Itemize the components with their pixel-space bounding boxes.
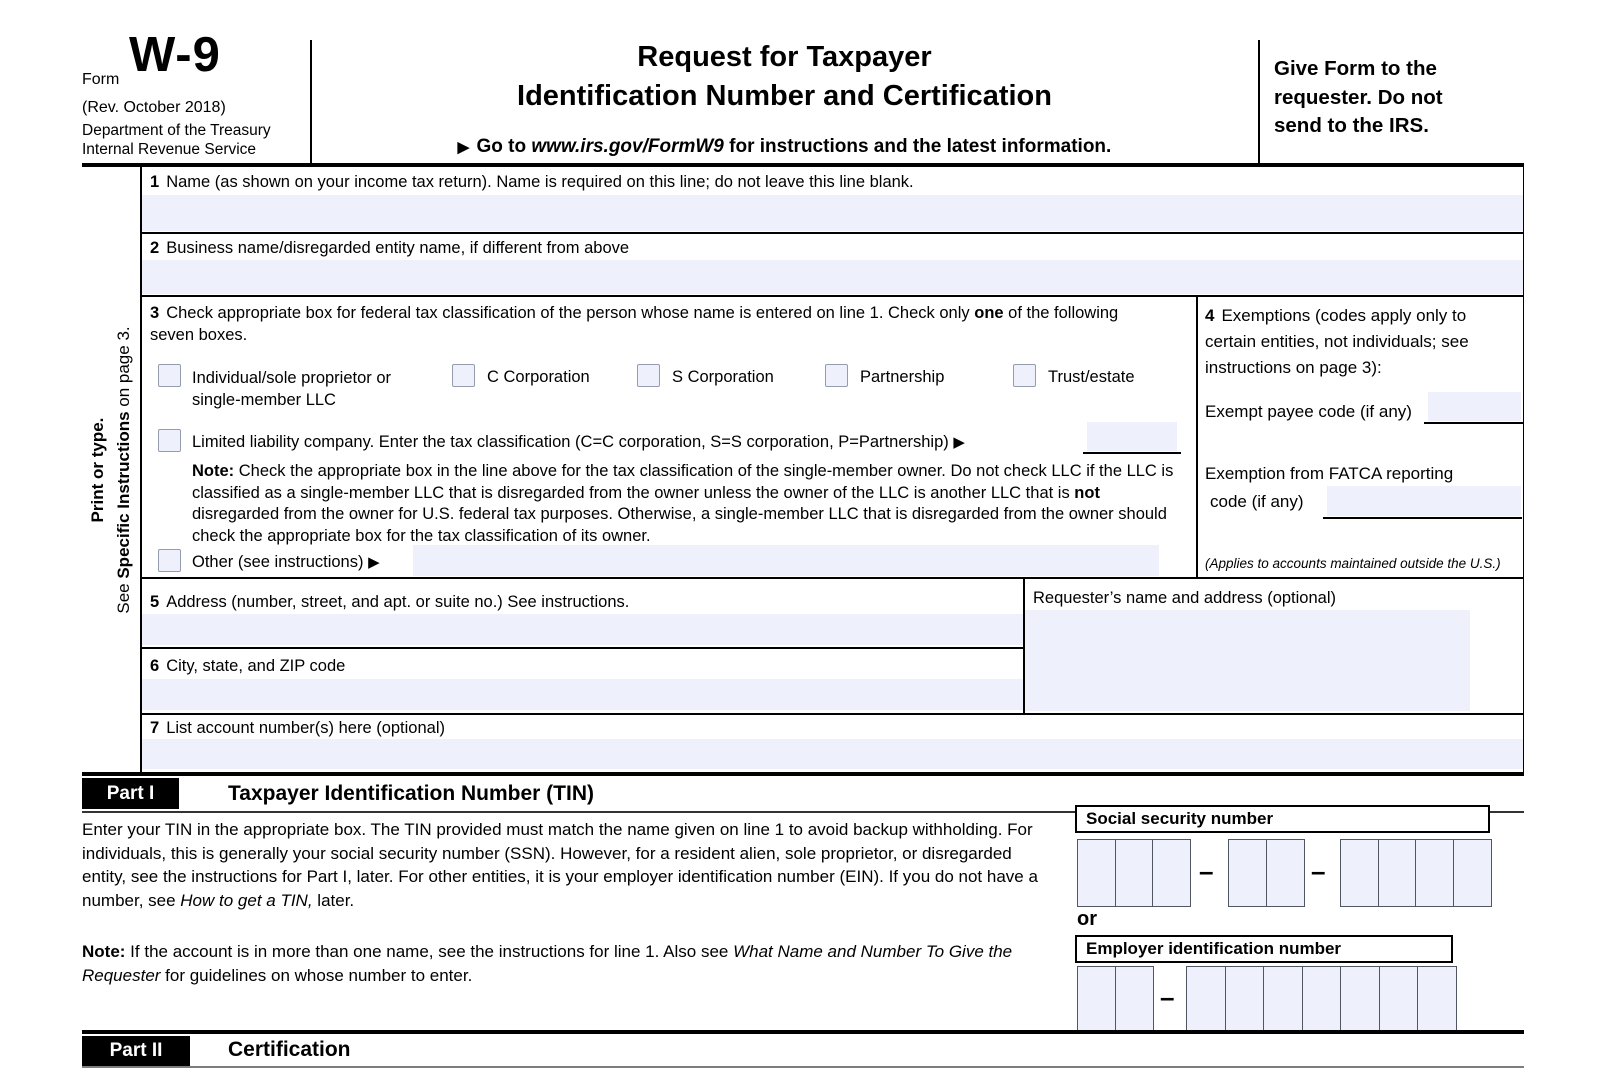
ssn-cell[interactable] [1415,839,1454,907]
ssn-group-3 [1340,839,1492,907]
goto-url[interactable]: www.irs.gov/FormW9 [531,136,724,157]
sidebar-line1: Print or type. [88,417,107,523]
row-border [140,713,1524,715]
requester-name-address-input[interactable] [1025,610,1470,711]
ssn-separator: – [1199,856,1214,886]
part1-instructions: Enter your TIN in the appropriate box. The TIN provided must match the name given on line 1 to avoid backup withholding. For individuals, this is generally your social security number (SSN). However, for a resident alien, sole proprietor, or disregarded entity, see the instructions for Part I, later. For other entities, it is your employer identification number (EIN). If you do not have a number, see How to get a TIN, later. [82,820,1038,910]
llc-label: Limited liability company. Enter the tax classification (C=C corporation, S=S corporation, P=Partnership) ▶ [192,433,967,451]
name-input[interactable] [142,195,1523,231]
part2-badge: Part II [82,1036,190,1066]
fatca-underline [1323,517,1522,519]
llc-input-underline [1083,452,1181,454]
form-word: Form [82,71,120,88]
right-arrow-icon: ▶ [457,139,472,156]
part1-title: Taxpayer Identification Number (TIN) [228,782,594,805]
checkbox-partnership[interactable] [825,364,848,387]
line3-note: Note: Check the appropriate box in the line above for the tax classification of the single-member owner. Do not check LLC if the LLC is classified as a single-member LLC that is disregarded from the owner unless the owner of the LLC is another LLC that is not disregarded from the owner for U.S. federal tax purposes. Otherwise, a single-member LLC that is disregarded from the owner should check the appropriate box for the tax classification of its owner. [192,462,1174,545]
line3-line4-divider [1196,295,1198,578]
exempt-payee-underline [1424,422,1523,424]
header-rule [82,163,1524,167]
form-title-line1: Request for Taxpayer [637,41,932,73]
checkbox-trust-estate-label: Trust/estate [1048,368,1135,386]
checkbox-llc[interactable] [158,429,181,452]
ssn-cell[interactable] [1378,839,1417,907]
row-border [140,232,1524,234]
part1-note: Note: If the account is in more than one name, see the instructions for line 1. Also see What Name and Number To Give the Requester for guidelines on whose number to enter. [82,942,1013,985]
ssn-separator: – [1311,856,1326,886]
or-label: or [1077,908,1097,930]
ein-cell[interactable] [1186,966,1226,1032]
ein-cell[interactable] [1263,966,1303,1032]
ssn-group-2 [1228,839,1305,907]
ssn-cell[interactable] [1115,839,1154,907]
city-state-zip-input[interactable] [142,679,1023,710]
requester-label: Requester’s name and address (optional) [1033,589,1336,607]
line5-label: 5 Address (number, street, and apt. or suite no.) See instructions. [150,593,630,611]
business-name-input[interactable] [142,260,1523,294]
agency-line-2: Internal Revenue Service [82,141,257,158]
ein-group-2 [1186,966,1457,1032]
line3-label: 3 Check appropriate box for federal tax classification of the person whose name is entered on line 1. Check only one of the following seven boxes. [150,304,1119,344]
part2-top-rule [82,1030,1524,1034]
ssn-group-1 [1077,839,1191,907]
checkbox-s-corporation-label: S Corporation [672,368,774,386]
print-or-type-note [85,245,141,695]
fatca-applies-note: (Applies to accounts maintained outside the U.S.) [1205,556,1501,571]
line2-label: 2 Business name/disregarded entity name, if different from above [150,239,630,257]
line1-label: 1 Name (as shown on your income tax return). Name is required on this line; do not leave this line blank. [150,173,914,191]
part2-title: Certification [228,1038,351,1061]
ein-group-1 [1077,966,1154,1032]
form-title-line2: Identification Number and Certification [517,80,1052,112]
part1-badge: Part I [82,778,179,809]
other-label: Other (see instructions) ▶ [192,553,382,571]
right-arrow-icon: ▶ [368,554,382,571]
account-numbers-input[interactable] [142,739,1523,769]
checkbox-partnership-label: Partnership [860,368,945,386]
give-form-note: Give Form to the requester. Do not send to the IRS. [1274,57,1443,137]
row-border [140,647,1024,649]
line7-label: 7 List account number(s) here (optional) [150,719,445,737]
goto-instructions-line [311,136,1258,158]
fatca-code-input[interactable] [1327,486,1521,516]
goto-suffix: for instructions and the latest information. [723,136,1112,157]
ein-cell[interactable] [1302,966,1342,1032]
goto-prefix: Go to [476,136,532,157]
ein-separator: – [1160,982,1175,1012]
ein-cell[interactable] [1340,966,1380,1032]
fatca-label-line1: Exemption from FATCA reporting [1205,464,1454,483]
part2-heading-rule [82,1066,1524,1068]
ein-cell[interactable] [1077,966,1116,1032]
form-revision: (Rev. October 2018) [82,99,226,116]
checkbox-c-corporation[interactable] [452,364,475,387]
ein-cell[interactable] [1115,966,1154,1032]
right-arrow-icon: ▶ [953,434,967,451]
exempt-payee-label: Exempt payee code (if any) [1205,402,1412,421]
llc-classification-input[interactable] [1087,422,1177,451]
ssn-cell[interactable] [1340,839,1379,907]
checkbox-s-corporation[interactable] [637,364,660,387]
ssn-label-box: Social security number [1075,805,1490,833]
checkbox-individual-label: Individual/sole proprietor or single-member LLC [192,369,392,409]
ssn-cell[interactable] [1228,839,1267,907]
exempt-payee-code-input[interactable] [1428,392,1521,421]
row-border [140,295,1524,297]
agency-line-1: Department of the Treasury [82,122,271,139]
ssn-cell[interactable] [1266,839,1305,907]
other-input[interactable] [413,545,1159,576]
ssn-cell[interactable] [1453,839,1492,907]
checkbox-individual-sole-proprietor[interactable] [158,364,181,387]
line6-label: 6 City, state, and ZIP code [150,657,346,675]
fatca-label-line2: code (if any) [1210,492,1304,511]
grid-right-border [1523,167,1525,772]
part1-top-rule [82,772,1524,776]
checkbox-c-corporation-label: C Corporation [487,368,590,386]
ein-cell[interactable] [1417,966,1457,1032]
form-number: W-9 [129,28,221,82]
address-input[interactable] [142,614,1023,645]
ssn-cell[interactable] [1152,839,1191,907]
ein-cell[interactable] [1225,966,1265,1032]
ein-cell[interactable] [1379,966,1419,1032]
sidebar-line2: See Specific Instructions on page 3. [114,326,133,614]
ssn-cell[interactable] [1077,839,1116,907]
checkbox-other[interactable] [158,549,181,572]
header-divider-right [1258,40,1260,163]
ein-label-box: Employer identification number [1075,935,1453,963]
checkbox-trust-estate[interactable] [1013,364,1036,387]
line4-label: 4 Exemptions (codes apply only to certain entities, not individuals; see instructions on page 3): [1205,306,1469,377]
row-border [140,577,1524,579]
